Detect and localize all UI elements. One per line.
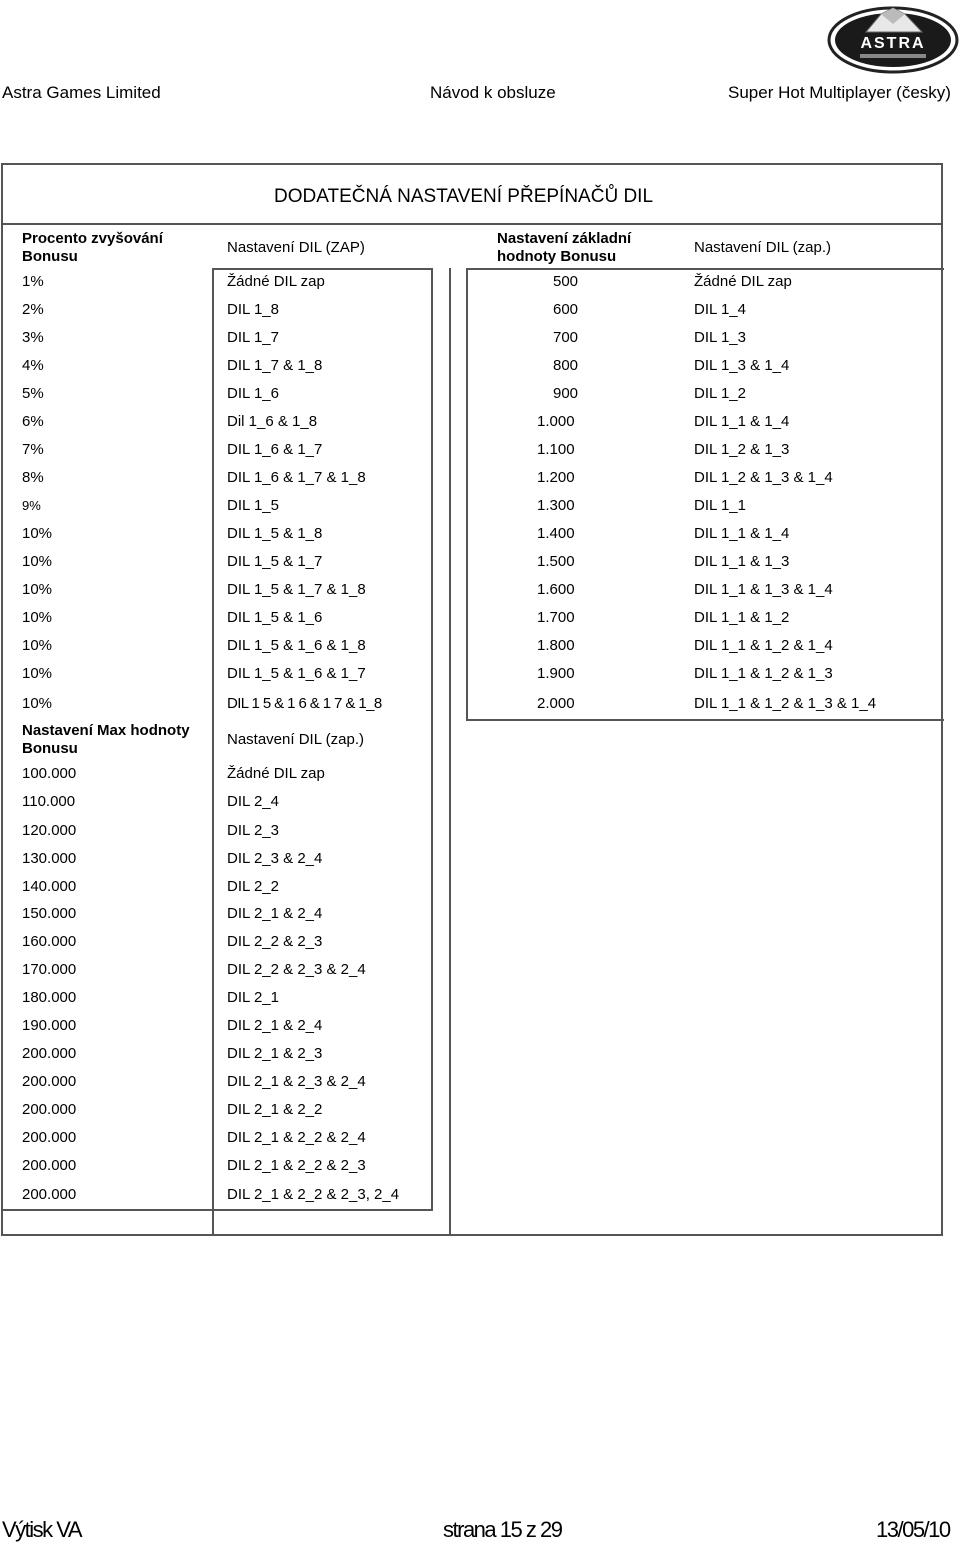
table-row: 140.000 DIL 2_2 — [22, 878, 279, 895]
table-row: 200.000 DIL 2_1 & 2_2 & 2_4 — [22, 1129, 366, 1146]
table-row: 1% Žádné DIL zap 500 Žádné DIL zap — [22, 273, 792, 290]
table-row: 200.000 DIL 2_1 & 2_2 — [22, 1101, 323, 1118]
table-row: 10% DIL 1 5 & 1 6 & 1 7 & 1_8 2.000 DIL 1_1 & 1_2 & 1_3 & 1_4 — [22, 695, 877, 712]
section2-bottom — [1, 1209, 433, 1211]
table-row: 180.000 DIL 2_1 — [22, 989, 279, 1006]
table-row: 100.000 Žádné DIL zap — [22, 765, 325, 782]
table-row: 10% DIL 1_5 & 1_6 & 1_7 1.900 DIL 1_1 & 1_2 & 1_3 — [22, 665, 833, 682]
table-row: 200.000 DIL 2_1 & 2_3 & 2_4 — [22, 1073, 366, 1090]
table-row: 190.000 DIL 2_1 & 2_4 — [22, 1017, 323, 1034]
footer-page: strana 15 z 29 — [443, 1517, 562, 1542]
header-document: Návod k obsluze — [430, 83, 556, 102]
table-row: 6% Dil 1_6 & 1_8 1.000 DIL 1_1 & 1_4 — [22, 413, 790, 430]
table-row: 170.000 DIL 2_2 & 2_3 & 2_4 — [22, 961, 366, 978]
header-product: Super Hot Multiplayer (česky) — [728, 83, 951, 102]
table-row: 130.000 DIL 2_3 & 2_4 — [22, 850, 323, 867]
col2-header: Nastavení DIL (ZAP) — [227, 239, 365, 256]
table-title: DODATEČNÁ NASTAVENÍ PŘEPÍNAČŮ DIL — [274, 186, 654, 207]
table-row: 10% DIL 1_5 & 1_6 1.700 DIL 1_1 & 1_2 — [22, 609, 790, 626]
table-row: 10% DIL 1_5 & 1_6 & 1_8 1.800 DIL 1_1 & 1_2 & 1_4 — [22, 637, 833, 654]
title-divider — [1, 223, 943, 225]
table-row: 10% DIL 1_5 & 1_7 & 1_8 1.600 DIL 1_1 & 1_3 & 1_4 — [22, 581, 833, 598]
col1-header: Procento zvyšování Bonusu — [22, 230, 163, 265]
max-bonus-dil-header: Nastavení DIL (zap.) — [227, 731, 364, 748]
table-row: 200.000 DIL 2_1 & 2_2 & 2_3, 2_4 — [22, 1186, 400, 1203]
table-row: 200.000 DIL 2_1 & 2_2 & 2_3 — [22, 1157, 366, 1174]
col4-header: Nastavení DIL (zap.) — [694, 239, 831, 256]
svg-text:ASTRA: ASTRA — [860, 35, 926, 52]
col3-header: Nastavení základní hodnoty Bonusu — [497, 230, 632, 265]
table-row: 2% DIL 1_8 600 DIL 1_4 — [22, 301, 746, 318]
table-row: 7% DIL 1_6 & 1_7 1.100 DIL 1_2 & 1_3 — [22, 441, 790, 458]
footer-print: Výtisk VA — [2, 1517, 82, 1542]
table-row: 120.000 DIL 2_3 — [22, 822, 279, 839]
astra-logo — [826, 2, 960, 74]
section1-bottom-right — [466, 719, 944, 721]
table-row: 160.000 DIL 2_2 & 2_3 — [22, 933, 323, 950]
table-row: 5% DIL 1_6 900 DIL 1_2 — [22, 385, 746, 402]
table-row: 150.000 DIL 2_1 & 2_4 — [22, 905, 323, 922]
footer-date: 13/05/10 — [876, 1517, 950, 1542]
table-row: 4% DIL 1_7 & 1_8 800 DIL 1_3 & 1_4 — [22, 357, 790, 374]
table-row: 9% DIL 1_5 1.300 DIL 1_1 — [22, 497, 746, 514]
table-row: 3% DIL 1_7 700 DIL 1_3 — [22, 329, 746, 346]
max-bonus-header: Nastavení Max hodnoty Bonusu — [22, 722, 190, 757]
table-row: 10% DIL 1_5 & 1_7 1.500 DIL 1_1 & 1_3 — [22, 553, 790, 570]
table-row: 110.000 DIL 2_4 — [22, 793, 279, 810]
table-row: 10% DIL 1_5 & 1_8 1.400 DIL 1_1 & 1_4 — [22, 525, 790, 542]
table-row: 200.000 DIL 2_1 & 2_3 — [22, 1045, 323, 1062]
header-company: Astra Games Limited — [2, 83, 161, 102]
table-row: 8% DIL 1_6 & 1_7 & 1_8 1.200 DIL 1_2 & 1_3 & 1_4 — [22, 469, 833, 486]
